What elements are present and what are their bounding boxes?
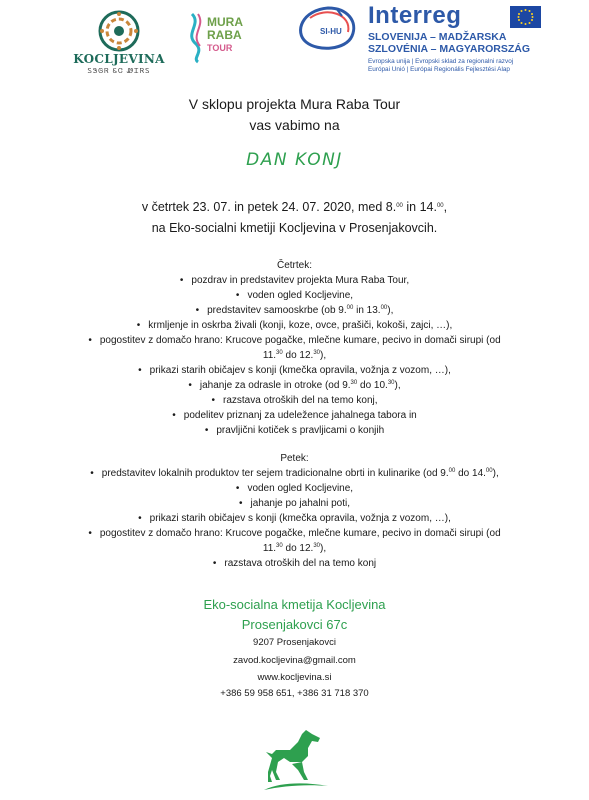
kocljevina-logo-tagline: ᏚᏕᎶᏒ ᏋᏣ ᏪᏆᏒᏚ bbox=[87, 68, 151, 75]
postal-code: 9207 Prosenjakovci bbox=[253, 637, 336, 648]
email-link[interactable]: zavod.kocljevina@gmail.com bbox=[233, 655, 356, 666]
list-item: • voden ogled Kocljevine, bbox=[0, 288, 589, 303]
list-item: • pravljični kotiček s pravljicami o konjih bbox=[0, 423, 589, 438]
list-item: • pozdrav in predstavitev projekta Mura Raba Tour, bbox=[0, 273, 589, 288]
list-item-continuation: 11.30 do 12.30), bbox=[262, 543, 327, 554]
list-item: • jahanje po jahalni poti, bbox=[0, 496, 589, 511]
list-item: • predstavitev samooskrbe (ob 9.00 in 13.00), bbox=[0, 303, 589, 318]
list-item-continuation: 11.30 do 12.30), bbox=[262, 350, 327, 361]
kocljevina-logo-text: KOCLJEVINA bbox=[73, 52, 165, 66]
list-item: • podelitev priznanj za udeležence jahalnega tabora in bbox=[0, 408, 589, 423]
list-item: • voden ogled Kocljevine, bbox=[0, 481, 589, 496]
interreg-fund-text: Evropska unija | Evropski sklad za regionalni razvoj Európai Unió | Európai Regionális Fejlesztési Alap bbox=[368, 58, 514, 73]
horse-icon bbox=[262, 728, 330, 792]
friday-schedule bbox=[0, 451, 589, 571]
list-item: • razstava otroških del na temo konj bbox=[0, 556, 589, 571]
eu-flag-icon bbox=[510, 6, 541, 28]
phone-numbers: +386 59 958 651, +386 31 718 370 bbox=[220, 688, 369, 699]
thursday-schedule bbox=[0, 258, 589, 438]
farm-address: Prosenjakovci 67c bbox=[241, 617, 348, 632]
mura-raba-logo-text: MURA RABA TOUR bbox=[207, 15, 243, 53]
event-title: DAN KONJ bbox=[246, 150, 343, 170]
list-item: • jahanje za odrasle in otroke (od 9.30 do 10.30), bbox=[0, 378, 589, 393]
website-link[interactable]: www.kocljevina.si bbox=[257, 672, 332, 683]
intro-line-2: vas vabimo na bbox=[249, 117, 340, 133]
interreg-badge-icon bbox=[296, 4, 360, 54]
list-item: • pogostitev z domačo hrano: Krucove pogačke, mlečne kumare, pecivo in domači sirupi (od bbox=[0, 526, 589, 541]
intro-line-1: V sklopu projekta Mura Raba Tour bbox=[188, 96, 401, 112]
mura-raba-wave-icon bbox=[188, 12, 206, 64]
list-item: • krmljenje in oskrba živali (konji, koze, ovce, prašiči, kokoši, zajci, …), bbox=[0, 318, 589, 333]
event-dates: v četrtek 23. 07. in petek 24. 07. 2020, med 8.00 in 14.00, bbox=[141, 200, 448, 214]
list-item: • prikazi starih običajev s konji (kmečka opravila, vožnja z vozom, …), bbox=[0, 363, 589, 378]
kocljevina-emblem-icon bbox=[90, 10, 148, 52]
list-item: • predstavitev lokalnih produktov ter sejem tradicionalne obrti in kulinarike (od 9.00 do 14.00), bbox=[0, 466, 589, 481]
interreg-badge-text: SI-HU bbox=[320, 27, 342, 36]
interreg-title: Interreg bbox=[368, 2, 462, 29]
farm-name: Eko-socialna kmetija Kocljevina bbox=[203, 597, 386, 612]
event-location: na Eko-socialni kmetiji Kocljevina v Prosenjakovcih. bbox=[151, 221, 438, 235]
list-item: • pogostitev z domačo hrano: Krucove pogačke, mlečne kumare, pecivo in domači sirupi (od bbox=[0, 333, 589, 348]
list-item: • razstava otroških del na temo konj, bbox=[0, 393, 589, 408]
interreg-countries: SLOVENIJA – MADŽARSKA SZLOVÉNIA – MAGYARORSZÁG bbox=[368, 31, 530, 55]
friday-label: Petek: bbox=[280, 453, 309, 464]
thursday-label: Četrtek: bbox=[276, 260, 312, 271]
list-item: • prikazi starih običajev s konji (kmečka opravila, vožnja z vozom, …), bbox=[0, 511, 589, 526]
